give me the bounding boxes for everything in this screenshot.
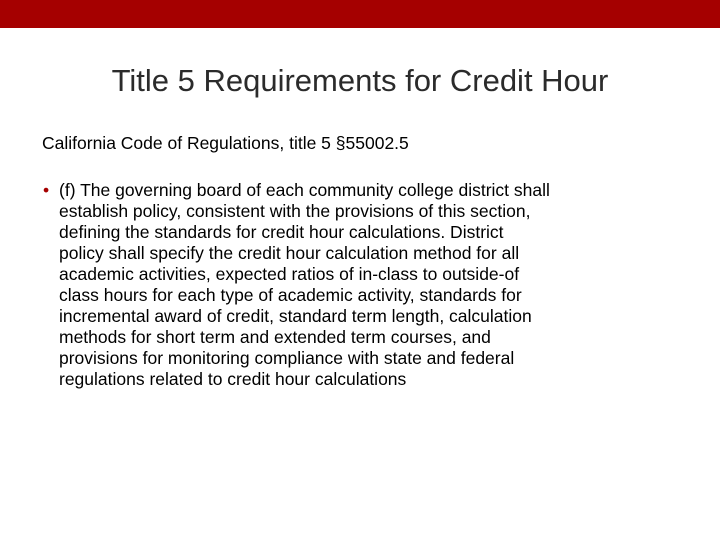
bullet-text-line: defining the standards for credit hour calculations. District xyxy=(59,222,504,242)
bullet-text-line: (f) The governing board of each community college district shall xyxy=(59,180,550,200)
bullet-text-line: class hours for each type of academic activity, standards for xyxy=(59,285,522,305)
bullet-text-line: establish policy, consistent with the provisions of this section, xyxy=(59,201,531,221)
slide-title: Title 5 Requirements for Credit Hour xyxy=(111,63,609,98)
bullet-text-line: methods for short term and extended term courses, and xyxy=(59,327,491,347)
bullet-text-line: policy shall specify the credit hour calculation method for all xyxy=(59,243,520,263)
regulation-citation: California Code of Regulations, title 5 §55002.5 xyxy=(42,133,409,153)
bullet-text-line: incremental award of credit, standard term length, calculation xyxy=(59,306,532,326)
bullet-item xyxy=(42,180,682,390)
bullet-text-line: regulations related to credit hour calculations xyxy=(59,369,407,389)
bullet-marker: • xyxy=(43,180,50,200)
bullet-text-line: provisions for monitoring compliance with state and federal xyxy=(59,348,515,368)
bullet-list xyxy=(42,180,682,390)
header-accent-bar xyxy=(0,0,720,28)
bullet-text-line: academic activities, expected ratios of in-class to outside-of xyxy=(59,264,520,284)
